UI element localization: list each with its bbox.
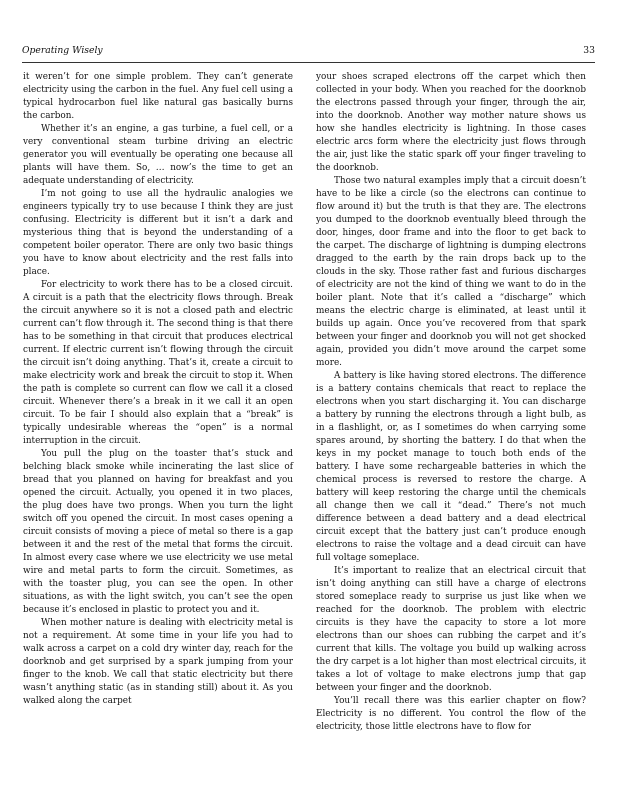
paragraph: A battery is like having stored electrons. The difference is a battery contains chemicals that react to replace the electrons when you start discharging it. You can discharge a battery by running the electrons through a light bulb, as in a flashlight, or, as I sometimes do when carrying some spares around, by shorting the battery. I do that when the keys in my pocket manage to touch both ends of the battery. I have some rechargeable batteries in which the chemical process is reversed to restore the charge. A battery will keep restoring the charge until the chemicals all change then we call it “dead.” There’s not much difference between a dead battery and a dead electrical circuit except that the battery just can’t produce enough electrons to raise the voltage and a dead circuit can have full voltage someplace.	[316, 371, 586, 563]
paragraph: Those two natural examples imply that a circuit doesn’t have to be like a circle (so the electrons can continue to flow around it) but the truth is that they are. The electrons you dumped to the doorknob eventually bleed through the door, hinges, door frame and into the floor to get back to the carpet. The discharge of lightning is dumping electrons dragged to the earth by the rain drops back up to the clouds in the sky. Those rather fast and furious discharges of electricity are not the kind of thing we want to do in the boiler plant. Note that it’s called a “discharge” which means the electric charge is eliminated, at least until it builds up again. Once you’ve recovered from that spark between your finger and doorknob you will not get shocked again, provided you didn’t move around the carpet some more.	[316, 176, 586, 368]
paragraph: When mother nature is dealing with electricity metal is not a requirement. At some time in your life you had to walk across a carpet on a cold dry winter day, reach for the doorknob and get surprised by a spark jumping from your finger to the knob. We call that static electricity but there wasn’t anything static (as in standing still) about it. As you walked along the carpet	[23, 618, 293, 706]
paragraph: I’m not going to use all the hydraulic analogies we engineers typically try to use because I think they are just confusing. Electricity is different but it isn’t a dark and mysterious thing that is beyond the understanding of a competent boiler operator. There are only two basic things you have to know about electricity and the rest falls into place.	[23, 189, 293, 277]
header-rule	[22, 62, 595, 63]
page-number: 33	[583, 45, 595, 56]
paragraph: it weren’t for one simple problem. They can’t generate electricity using the carbon in the fuel. Any fuel cell using a typical hydrocarbon fuel like natural gas basically burns the carbon.	[23, 72, 293, 121]
paragraph: your shoes scraped electrons off the carpet which then collected in your body. When you reached for the doorknob the electrons passed through your finger, through the air, into the doorknob. Another way mother nature shows us how she handles electricity is lightning. In those cases electric arcs form where the electricity just flows through the air, just like the static spark off your finger traveling to the doorknob.	[316, 72, 586, 173]
paragraph: You’ll recall there was this earlier chapter on flow? Electricity is no different. You control the flow of the electricity, those little electrons have to flow for	[316, 696, 586, 732]
running-header	[22, 45, 595, 61]
paragraph: It’s important to realize that an electrical circuit that isn’t doing anything can still have a charge of electrons stored someplace ready to surprise us just like when we reached for the doorknob. The problem with electric circuits is they have the capacity to store a lot more electrons than our shoes can rubbing the carpet and it’s current that kills. The voltage you build up walking across the dry carpet is a lot higher than most electrical circuits, it takes a lot of voltage to make electrons jump that gap between your finger and the doorknob.	[316, 566, 586, 693]
paragraph: For electricity to work there has to be a closed circuit. A circuit is a path that the electricity flows through. Break the circuit anywhere so it is not a closed path and electric current can’t flow through it. The second thing is that there has to be something in that circuit that produces electrical current. If electric current isn’t flowing through the circuit the circuit isn’t doing anything. That’s it, create a circuit to make electricity work and break the circuit to stop it. When the path is complete so current can flow we call it a closed circuit. Whenever there’s a break in it we call it an open circuit. To be fair I should also explain that a “break” is typically undesirable whereas the “open” is a normal interruption in the circuit.	[23, 280, 293, 446]
running-header-title: Operating Wisely	[22, 45, 103, 56]
right-column	[316, 71, 586, 734]
left-column	[23, 71, 293, 708]
paragraph: Whether it’s an engine, a gas turbine, a fuel cell, or a very conventional steam turbine driving an electric generator you will eventually be operating one because all plants will have them. So, … now’s the time to get an adequate understanding of electricity.	[23, 124, 293, 186]
paragraph: You pull the plug on the toaster that’s stuck and belching black smoke while incinerating the last slice of bread that you planned on having for breakfast and you opened the circuit. Actually, you opened it in two places, the plug does have two prongs. When you turn the light switch off you opened the circuit. In most cases opening a circuit consists of moving a piece of metal so there is a gap between it and the rest of the metal that forms the circuit. In almost every case where we use electricity we use metal wire and metal parts to form the circuit. Sometimes, as with the toaster plug, you can see the open. In other situations, as with the light switch, you can’t see the open because it’s enclosed in plastic to protect you and it.	[23, 449, 293, 615]
